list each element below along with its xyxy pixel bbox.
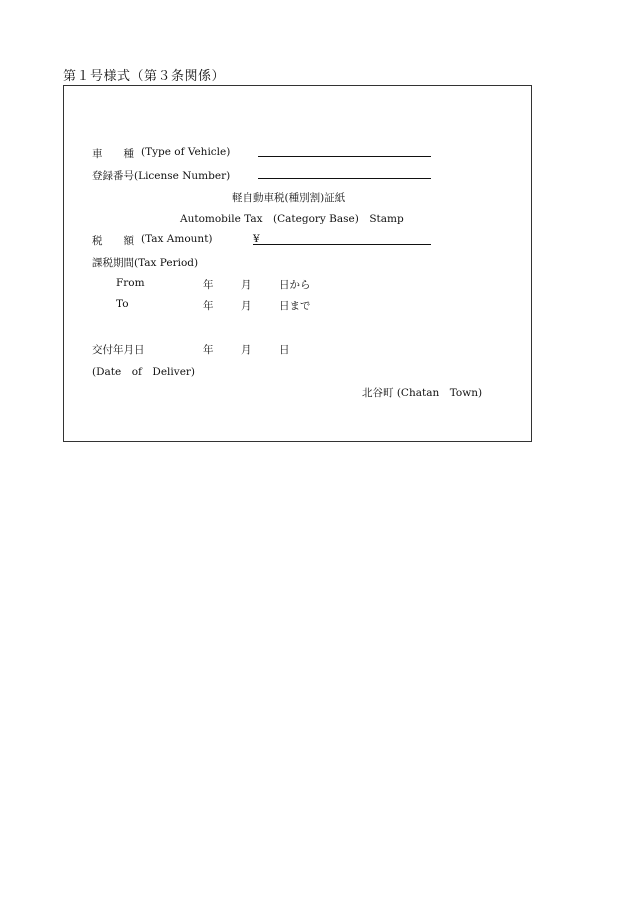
stamp-title-en: Automobile Tax (Category Base) Stamp	[180, 213, 404, 225]
vehicle-type-field[interactable]	[258, 156, 431, 157]
delivery-date-label-en: (Date of Deliver)	[92, 366, 196, 378]
tax-amount-label-ja: 税 額	[92, 235, 134, 247]
period-to-day: 日まで	[279, 300, 311, 312]
delivery-month: 月	[241, 344, 252, 356]
delivery-date-label-ja: 交付年月日	[92, 344, 145, 356]
license-number-label: 登録番号(License Number)	[92, 170, 231, 182]
form-number: 第１号様式（第３条関係）	[63, 69, 226, 84]
tax-amount-field[interactable]	[253, 244, 431, 245]
period-to-label: To	[116, 298, 129, 310]
vehicle-type-label-ja: 車 種	[92, 148, 134, 160]
license-number-field[interactable]	[258, 178, 431, 179]
tax-amount-label-en: (Tax Amount)	[141, 233, 213, 245]
delivery-year: 年	[203, 344, 214, 356]
period-from-year: 年	[203, 279, 214, 291]
yen-symbol: ¥	[253, 233, 260, 245]
tax-period-label: 課税期間(Tax Period)	[92, 257, 199, 269]
period-from-label: From	[116, 277, 145, 289]
period-from-day: 日から	[279, 279, 311, 291]
stamp-title-ja: 軽自動車税(種別割)証紙	[232, 192, 346, 204]
period-to-year: 年	[203, 300, 214, 312]
period-to-month: 月	[241, 300, 252, 312]
period-from-month: 月	[241, 279, 252, 291]
vehicle-type-label-en: (Type of Vehicle)	[141, 146, 231, 158]
delivery-day: 日	[279, 344, 290, 356]
issuer-name: 北谷町 (Chatan Town)	[362, 387, 483, 399]
